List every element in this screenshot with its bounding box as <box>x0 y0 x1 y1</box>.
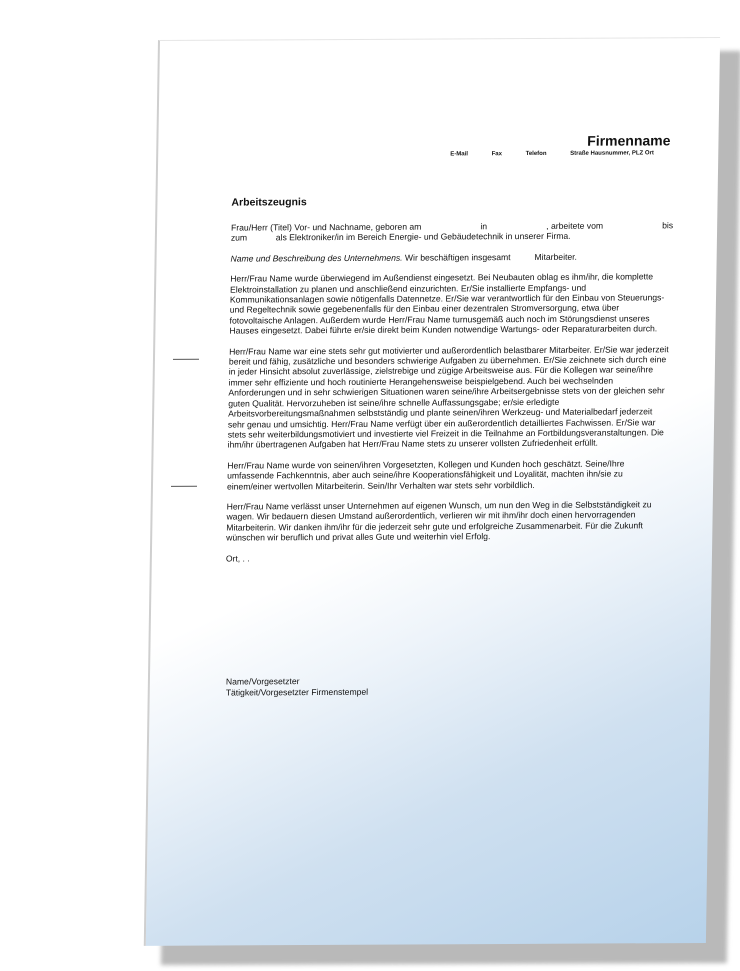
signature-name: Name/Vorgesetzter <box>225 676 300 687</box>
letter-body <box>226 220 674 573</box>
company-name: Firmenname <box>587 132 671 149</box>
paragraph-duties: Herr/Frau Name wurde überwiegend im Außendienst eingesetzt. Bei Neubauten oblag es ihm/ihr, die komplette Elektroinstallation zu planen und anschließend einzurichten. Er/Sie installierte Empfangs- und Kommunikationsanlagen sowie nötigenfalls Datennetze. Er/Sie war verantwortlich für den Einbau von Steuerungs- und Regeltechnik sowie gegebenenfalls für den Einbau einer dezentralen Stromversorgung, etwa über fotovoltaische Anlagen. Außerdem wurde Herr/Frau Name turnusgemäß auch noch im Störungsdienst unseres Hauses eingesetzt. Dabei führte er/sie direkt beim Kunden notwendige Wartungs- oder Reparaturarbeiten durch. <box>229 271 665 336</box>
contact-line <box>450 150 676 157</box>
signature-role: Tätigkeit/Vorgesetzter Firmenstempel <box>225 686 369 698</box>
intro-line-2 <box>231 231 571 243</box>
contact-fax: Fax <box>491 151 502 158</box>
company-description <box>230 251 672 264</box>
intro-text-e: zum <box>230 232 248 243</box>
document-title: Arbeitszeugnis <box>231 196 307 209</box>
contact-address: Straße Hausnummer, PLZ Ort <box>570 150 654 157</box>
intro-paragraph <box>231 220 673 243</box>
company-description-italic: Name und Beschreibung des Unternehmens. <box>230 252 403 264</box>
intro-text-a: Frau/Herr (Titel) Vor- und Nachname, geboren am <box>230 221 422 233</box>
intro-text-f: als Elektroniker/in im Bereich Energie- und Gebäudetechnik in unserer Firma. <box>275 231 571 243</box>
company-description-tail: Mitarbeiter. <box>534 251 578 262</box>
paragraph-farewell: Herr/Frau Name verlässt unser Unternehmen auf eigenen Wunsch, um nun den Weg in die Selbstständigkeit zu wagen. Wir bedauern diesen Umstand außerordentlich, verlieren wir mit ihm/ihr doch einen hervorragenden Mitarbeiterin. Wir danken ihm/ihr für die jederzeit sehr gute und erfolgreiche Zusammenarbeit. Für die Zukunft wünschen wir beruflich und privat alles Gute und weiterhin viel Erfolg. <box>226 499 652 543</box>
contact-phone: Telefon <box>525 150 547 158</box>
intro-text-d: bis <box>662 220 674 231</box>
paragraph-performance: Herr/Frau Name war eine stets sehr gut motivierter und außerordentlich belastbarer Mitarbeiter. Er/Sie war jederzeit bereit und fähig, zusätzliche und besonders schwierige Aufgaben zu übernehmen. Er/Sie zeichnete sich durch eine in jeder Hinsicht absolut zuverlässige, zielstrebige und zügige Arbeitsweise aus. Für die Kollegen war seine/ihre immer sehr effiziente und hoch routinierte Herangehensweise beispielgebend. Auch bei wechselnden Anforderungen und in sehr schwierigen Situationen waren seine/ihre Arbeitsergebnisse stets von der gleichen sehr guten Qualität. Hervorzuheben ist seine/ihre schnelle Auffassungsgabe; er/sie erledigte Arbeitsvorbereitungsmaßnahmen selbstständig und plante seinen/ihren Werkzeug- und Materialbedarf jederzeit sehr genau und umsichtig. Herr/Frau Name verfügt über ein außerordentlich detailliertes Fachwissen. Er/Sie war stets sehr weiterbildungsmotiviert und investierte viel Freizeit in die Teilnahme an Fortbildungsveranstaltungen. Die ihm/ihr übertragenen Aufgaben hat Herr/Frau Name stets zu unserer vollsten Zufriedenheit erfüllt. <box>227 343 669 450</box>
company-description-text: Wir beschäftigen insgesamt <box>402 251 511 263</box>
intro-text-c: , arbeitete vom <box>546 220 604 231</box>
contact-email: E-Mail <box>450 151 468 158</box>
place-date: Ort, . . <box>225 552 250 564</box>
intro-text-b: in <box>480 221 488 232</box>
fold-mark-upper <box>173 359 199 360</box>
paragraph-behavior: Herr/Frau Name wurde von seinen/ihren Vorgesetzten, Kollegen und Kunden hoch geschätzt. Seine/Ihre umfassende Fachkenntnis, aber auch seine/ihre Kooperationsfähigkeit und Loyalität, machten ihn/sie zu einem/einer wertvollen Mitarbeiterin. Sein/Ihr Verhalten war stets sehr vorbildlich. <box>226 458 625 492</box>
fold-mark-lower <box>171 486 197 487</box>
document-page <box>144 37 720 946</box>
